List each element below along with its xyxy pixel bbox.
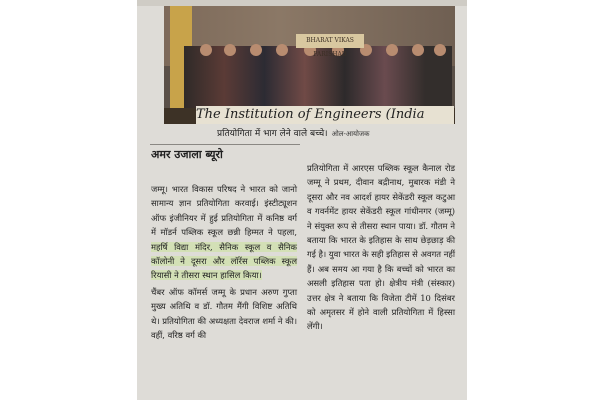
photo-person <box>224 44 236 56</box>
photo-person <box>200 44 212 56</box>
article-column-right <box>307 161 455 336</box>
highlighted-text: महर्षि विद्या मंदिर, सैनिक स्कूल व सैनिक कॉलोनी ने दूसरा और लॉरेंस पब्लिक स्कूल रियासी ने तीसरा स्थान हासिल किया। <box>151 241 297 281</box>
newspaper-clipping <box>137 0 467 400</box>
event-photo <box>164 6 455 124</box>
caption-credit: ओल-आयोजक <box>331 130 370 138</box>
byline: अमर उजाला ब्यूरो <box>151 148 223 161</box>
caption-text: प्रतियोगिता में भाग लेने वाले बच्चे। <box>217 129 328 139</box>
photo-caption <box>217 127 457 141</box>
paragraph: चैंबर ऑफ कॉमर्स जम्मू के प्रधान अरुण गुप्ता मुख्य अतिथि व डॉ. गौतम मैंगी विशिष्ट अतिथि थे। प्रतियोगिता की अध्यक्षता देवराज शर्मा ने की। वहीं, वरिष्ठ वर्ग की <box>151 286 297 341</box>
paragraph: प्रतियोगिता में आरएस पब्लिक स्कूल कैनाल रोड जम्मू ने प्रथम, दीवान बद्रीनाथ, मुबारक मंडी ने दूसरा और नव आदर्श हायर सेकेंडरी स्कूल कटुआ व गवर्नमेंट हायर सेकेंडरी स्कूल गांधीनगर (जम्मू) ने संयुक्त रूप से तीसरा स्थान पाया। डॉ. गौतम ने बताया कि भारत के इतिहास के साथ छेड़छाड़ की गई है। युवा भारत के सही इतिहास से अवगत नहीं हैं। अब समय आ गया है कि बच्चों को भारत का असली इतिहास पता हो। क्षेत्रीय मंत्री (संस्कार) उत्तर क्षेत्र ने बताया कि विजेता टीमें 10 दिसंबर को अमृतसर में होने वाली प्रतियोगिता में हिस्सा लेंगी। <box>307 163 455 332</box>
photo-person <box>386 44 398 56</box>
photo-board: The Institution of Engineers (India <box>196 106 454 124</box>
photo-person <box>434 44 446 56</box>
photo-person <box>250 44 262 56</box>
divider <box>150 144 300 145</box>
paragraph-text: जम्मू। भारत विकास परिषद ने भारत को जानो सामान्य ज्ञान प्रतियोगिता करवाई। इंस्टीट्यूशन ऑफ इंजीनियर में हुई प्रतियोगिता में कनिष्ठ वर्ग में मॉडर्न पब्लिक स्कूल छन्नी हिम्मत ने पहला, <box>151 184 297 238</box>
photo-banner: BHARAT VIKAS PARISHAD <box>296 34 364 48</box>
photo-person <box>412 44 424 56</box>
paragraph <box>151 182 297 283</box>
photo-person <box>276 44 288 56</box>
article-column-left <box>151 182 297 344</box>
